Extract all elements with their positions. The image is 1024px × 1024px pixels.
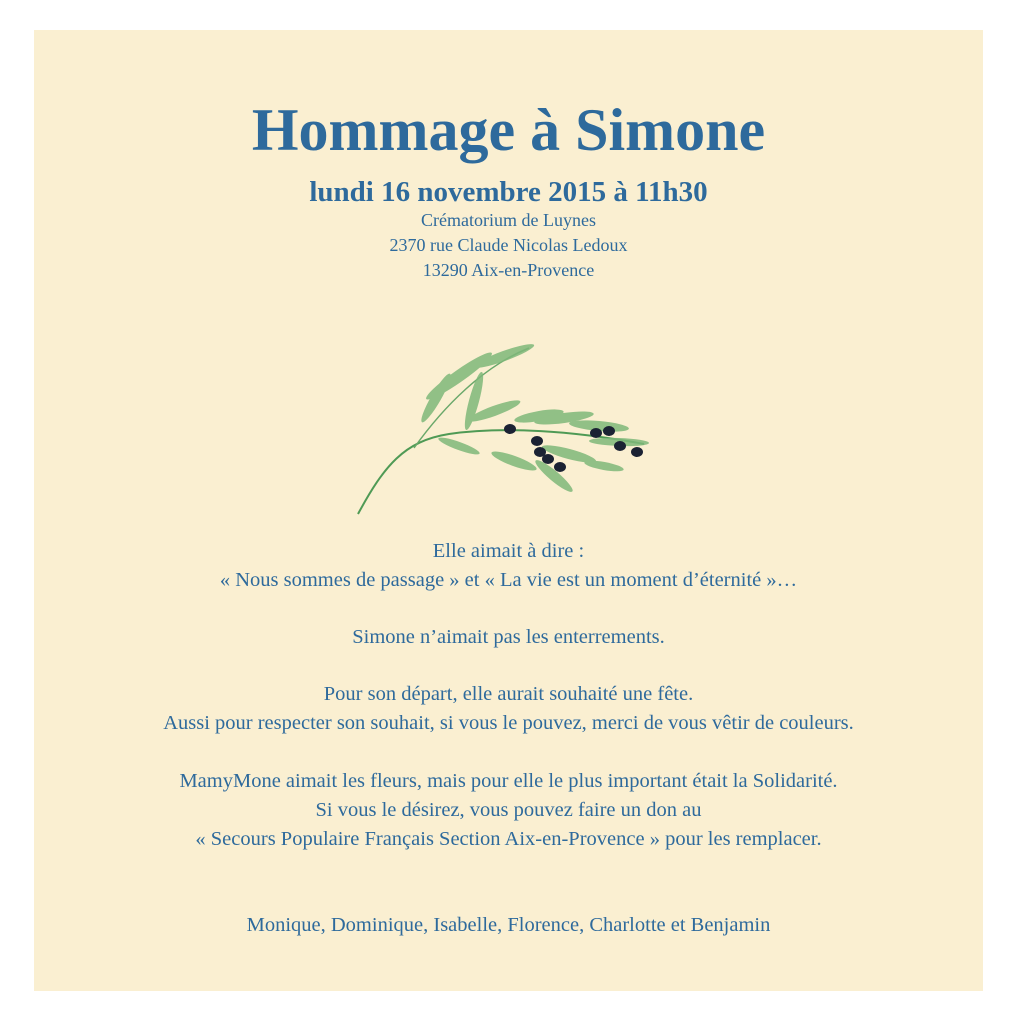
venue-city: 13290 Aix-en-Provence <box>422 260 595 280</box>
invitation-card <box>34 30 983 991</box>
message-line: « Nous sommes de passage » et « La vie est un moment d’éternité »… <box>219 569 798 591</box>
message-line: Si vous le désirez, vous pouvez faire un don au <box>315 799 702 821</box>
signature: Monique, Dominique, Isabelle, Florence, Charlotte et Benjamin <box>246 914 771 936</box>
message-line: « Secours Populaire Français Section Aix-en-Provence » pour les remplacer. <box>195 828 822 850</box>
event-date: lundi 16 novembre 2015 à 11h30 <box>309 176 708 208</box>
message-line: Elle aimait à dire : <box>432 540 585 562</box>
venue-name: Crématorium de Luynes <box>421 210 596 230</box>
page-title: Hommage à Simone <box>251 97 766 163</box>
message-line: Pour son départ, elle aurait souhaité une fête. <box>323 683 694 705</box>
message-line: Aussi pour respecter son souhait, si vous le pouvez, merci de vous vêtir de couleurs. <box>163 712 854 734</box>
message-line: MamyMone aimait les fleurs, mais pour elle le plus important était la Solidarité. <box>179 770 838 792</box>
message-line: Simone n’aimait pas les enterrements. <box>352 626 665 648</box>
venue-street: 2370 rue Claude Nicolas Ledoux <box>389 235 628 255</box>
olive-branch-icon <box>354 336 654 521</box>
